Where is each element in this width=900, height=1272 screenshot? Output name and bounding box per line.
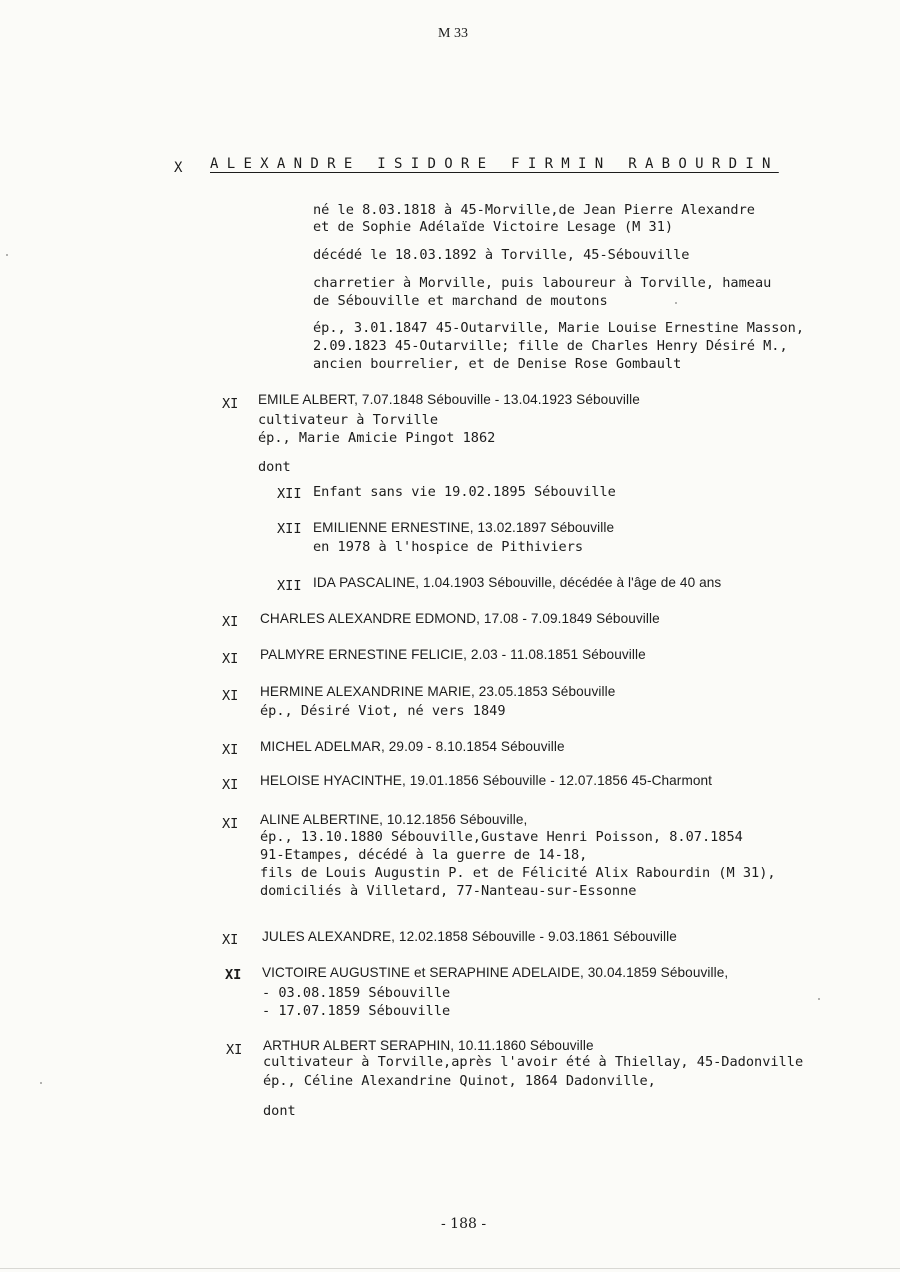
generation-label: XI bbox=[222, 396, 239, 412]
dont-label: dont bbox=[263, 1103, 296, 1119]
child-entry-line: ARTHUR ALBERT SERAPHIN, 10.11.1860 Sébouville bbox=[263, 1038, 594, 1053]
generation-label: XI bbox=[222, 742, 239, 758]
child-entry-line: PALMYRE ERNESTINE FELICIE, 2.03 - 11.08.1851 Sébouville bbox=[260, 647, 646, 662]
child-entry-line: 91-Etampes, décédé à la guerre de 14-18, bbox=[260, 847, 588, 863]
generation-label: XII bbox=[277, 521, 302, 537]
generation-label: XI bbox=[222, 651, 239, 667]
generation-label: XI bbox=[222, 816, 239, 832]
child-entry-line: HELOISE HYACINTHE, 19.01.1856 Sébouville - 12.07.1856 45-Charmont bbox=[260, 773, 713, 788]
page-number: - 188 - bbox=[441, 1216, 487, 1232]
child-entry-line: ALINE ALBERTINE, 10.12.1856 Sébouville, bbox=[260, 812, 528, 827]
generation-label: XI bbox=[226, 1042, 243, 1058]
grandchild-entry-line: IDA PASCALINE, 1.04.1903 Sébouville, décédée à l'âge de 40 ans bbox=[313, 575, 722, 590]
generation-label: XII bbox=[277, 486, 302, 502]
child-entry-line: VICTOIRE AUGUSTINE et SERAPHINE ADELAIDE, 30.04.1859 Sébouville, bbox=[262, 965, 729, 980]
generation-label: XI bbox=[222, 777, 239, 793]
grandchild-entry-line: en 1978 à l'hospice de Pithiviers bbox=[313, 539, 584, 555]
grandchild-entry-line: Enfant sans vie 19.02.1895 Sébouville bbox=[313, 484, 616, 500]
child-entry-line: EMILE ALBERT, 7.07.1848 Sébouville - 13.04.1923 Sébouville bbox=[258, 392, 640, 407]
dont-label: dont bbox=[258, 459, 291, 475]
child-entry-line: fils de Louis Augustin P. et de Félicité Alix Rabourdin (M 31), bbox=[260, 865, 776, 881]
generation-label: XII bbox=[277, 578, 302, 594]
child-entry-line: ép., Marie Amicie Pingot 1862 bbox=[258, 430, 496, 446]
scan-speck bbox=[40, 1082, 42, 1084]
scan-speck bbox=[818, 998, 820, 1000]
child-entry-line: CHARLES ALEXANDRE EDMOND, 17.08 - 7.09.1849 Sébouville bbox=[260, 611, 660, 626]
scan-speck bbox=[6, 254, 8, 256]
child-entry-line: JULES ALEXANDRE, 12.02.1858 Sébouville - 9.03.1861 Sébouville bbox=[262, 929, 677, 944]
child-entry-line: MICHEL ADELMAR, 29.09 - 8.10.1854 Sébouville bbox=[260, 739, 565, 754]
child-entry-line: - 03.08.1859 Sébouville bbox=[262, 985, 451, 1001]
child-entry-line: cultivateur à Torville bbox=[258, 412, 439, 428]
child-entry-line: ép., Céline Alexandrine Quinot, 1864 Dadonville, bbox=[263, 1073, 656, 1089]
person-occupation-line-1: charretier à Morville, puis laboureur à Torville, hameau bbox=[313, 275, 772, 291]
person-marriage-line-3: ancien bourrelier, et de Denise Rose Gombault bbox=[313, 356, 682, 372]
bottom-scan-edge bbox=[0, 1268, 900, 1269]
person-occupation-line-2: de Sébouville et marchand de moutons bbox=[313, 293, 608, 309]
grandchild-entry-line: EMILIENNE ERNESTINE, 13.02.1897 Sébouville bbox=[313, 520, 615, 535]
generation-numeral: X bbox=[174, 160, 183, 176]
person-marriage-line-1: ép., 3.01.1847 45-Outarville, Marie Louise Ernestine Masson, bbox=[313, 320, 805, 336]
generation-label: XI bbox=[222, 932, 239, 948]
person-marriage-line-2: 2.09.1823 45-Outarville; fille de Charles Henry Désiré M., bbox=[313, 338, 788, 354]
person-death-line: décédé le 18.03.1892 à Torville, 45-Sébouville bbox=[313, 247, 690, 263]
person-birth-line-1: né le 8.03.1818 à 45-Morville,de Jean Pierre Alexandre bbox=[313, 202, 755, 218]
generation-label: XI bbox=[222, 688, 239, 704]
child-entry-line: HERMINE ALEXANDRINE MARIE, 23.05.1853 Sébouville bbox=[260, 684, 616, 699]
child-entry-line: ép., Désiré Viot, né vers 1849 bbox=[260, 703, 506, 719]
child-entry-line: cultivateur à Torville,après l'avoir été à Thiellay, 45-Dadonville bbox=[263, 1054, 804, 1070]
child-entry-line: ép., 13.10.1880 Sébouville,Gustave Henri Poisson, 8.07.1854 bbox=[260, 829, 743, 845]
child-entry-line: domiciliés à Villetard, 77-Nanteau-sur-Essonne bbox=[260, 883, 637, 899]
person-birth-line-2: et de Sophie Adélaïde Victoire Lesage (M 31) bbox=[313, 219, 674, 235]
page-code: M 33 bbox=[438, 26, 468, 41]
child-entry-line: - 17.07.1859 Sébouville bbox=[262, 1003, 451, 1019]
person-name-heading: ALEXANDRE ISIDORE FIRMIN RABOURDIN bbox=[210, 156, 779, 172]
scan-speck bbox=[675, 302, 677, 304]
generation-label: XI bbox=[225, 967, 242, 983]
generation-label: XI bbox=[222, 614, 239, 630]
